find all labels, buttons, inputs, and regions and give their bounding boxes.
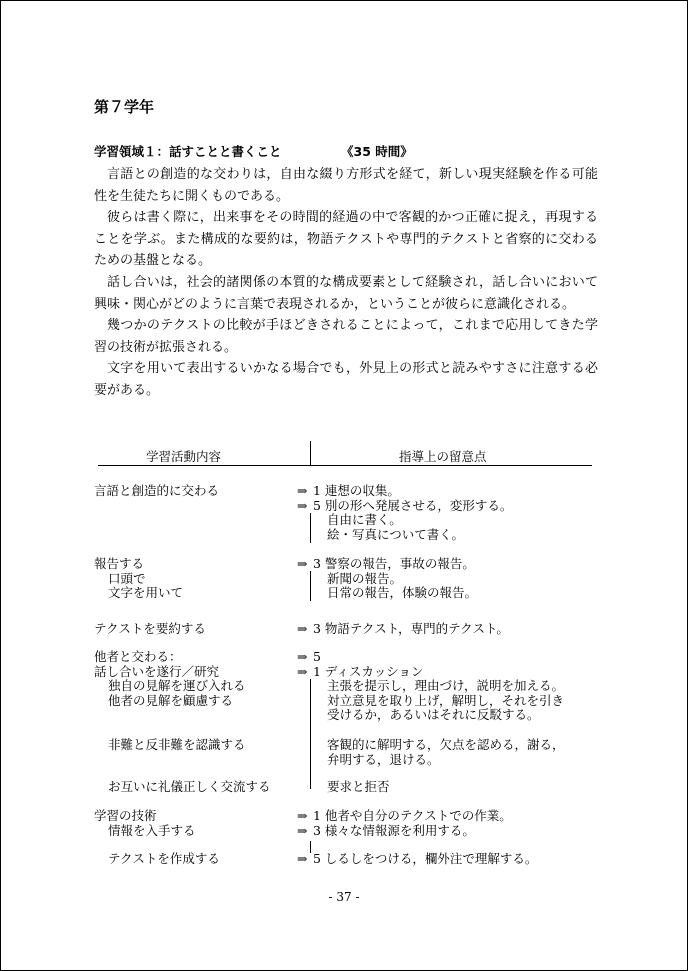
note-line: ⇒ 5 — [297, 649, 321, 664]
note-line: 要求と拒否 — [327, 779, 390, 794]
arrow-icon: ⇒ — [297, 663, 308, 679]
activity-cell — [94, 622, 206, 637]
note-cell — [297, 557, 477, 601]
activity-cell — [94, 738, 246, 753]
note-cell — [297, 780, 390, 795]
intro-text — [94, 164, 598, 402]
activity-cell — [94, 809, 196, 838]
intro-paragraph: 言語との創造的な交わりは，自由な綴り方形式を経て，新しい現実経験を作る可能性を生徒たちに開くものである。 — [94, 167, 598, 204]
note-line: 客観的に解明する，欠点を認める，謝る， — [327, 737, 565, 752]
note-line: ⇒ 3 物語テクスト，専門的テクスト。 — [297, 621, 509, 636]
note-line: ⇒ 3 警察の報告，事故の報告。 — [297, 556, 475, 571]
note-line: 対立意見を取り上げ，解明し，それを引き — [327, 692, 565, 708]
activity-label: 話し合いを遂行／研究 — [94, 663, 220, 679]
note-cell — [297, 809, 512, 838]
activity-label: 学習の技術 — [94, 808, 157, 823]
note-line: ⇒ 3 様々な情報源を利用する。 — [297, 822, 475, 838]
activity-label: 言語と創造的に交わる — [94, 483, 220, 498]
note-line: ⇒ 1 連想の収集。 — [297, 483, 400, 498]
note-line: ⇒ 5 別の形へ発展させる，変形する。 — [297, 497, 513, 513]
note-cell — [297, 484, 512, 542]
note-cell — [297, 622, 509, 637]
learning-area-hours: 《35 時間》 — [341, 144, 413, 159]
page-number: - 37 - — [328, 890, 360, 904]
table-header-activities: 学習活動内容 — [146, 449, 222, 464]
intro-paragraph: 話し合いは，社会的諸関係の本質的な構成要素として経験され，話し合いにおいて興味・関心がどのように言葉で表現されるか，ということが彼らに意識化される。 — [94, 274, 598, 312]
arrow-icon: ⇒ — [297, 822, 308, 838]
intro-paragraph: 文字を用いて表出するいかなる場合でも，外見上の形式と読みやすさに注意する必要がある。 — [94, 361, 598, 398]
arrow-icon: ⇒ — [297, 483, 308, 498]
note-line: 受けるか，あるいはそれに反駁する。 — [327, 707, 540, 722]
note-line: 日常の報告，体験の報告。 — [327, 585, 478, 600]
intro-paragraph: 幾つかのテクストの比較が手ほどきされることによって，これまで応用してきた学習の技術が拡張される。 — [94, 318, 598, 355]
activity-label: テクストを要約する — [94, 621, 206, 636]
arrow-icon: ⇒ — [297, 808, 308, 823]
note-line: ⇒ 5 しるしをつける，欄外注で理解する。 — [297, 851, 538, 866]
note-line: 主張を提示し，理由づけ，説明を加える。 — [327, 678, 565, 693]
table-header-notes: 指導上の留意点 — [399, 449, 487, 464]
note-cell — [297, 738, 565, 767]
grade-heading: 第７学年 — [94, 98, 155, 116]
note-line: ⇒ 1 他者や自分のテクストでの作業。 — [297, 808, 512, 823]
note-cell — [297, 650, 564, 723]
activity-label: 独自の見解を運び入れる — [108, 678, 246, 693]
activity-label: 他者と交わる： — [94, 649, 182, 664]
arrow-icon: ⇒ — [297, 851, 308, 866]
activity-label: 情報を入手する — [108, 822, 196, 838]
activity-label: 非難と反非難を認識する — [108, 737, 246, 752]
activity-label: 報告する — [94, 556, 145, 571]
note-line: ⇒ 1 ディスカッション — [297, 663, 424, 679]
table-header-rule — [98, 465, 592, 466]
activity-label: 文字を用いて — [108, 585, 184, 600]
activity-label: テクストを作成する — [108, 851, 220, 866]
activity-cell — [94, 780, 271, 795]
activity-label: お互いに礼儀正しく交流する — [108, 779, 271, 794]
arrow-icon: ⇒ — [297, 621, 308, 636]
activity-label: 口頭で — [108, 570, 146, 586]
activity-cell — [94, 484, 219, 499]
note-line: 弁明する，退ける。 — [327, 751, 440, 767]
arrow-icon: ⇒ — [297, 556, 308, 571]
column-divider — [310, 441, 311, 466]
note-line: 絵・写真について書く。 — [327, 526, 465, 542]
activity-cell — [94, 650, 246, 708]
activity-cell — [94, 852, 220, 867]
arrow-icon: ⇒ — [297, 649, 308, 664]
note-line: 新聞の報告。 — [327, 570, 403, 586]
note-cell — [297, 852, 537, 867]
learning-area-title: 学習領域１：話すことと書くこと — [94, 144, 282, 159]
activity-label: 他者の見解を顧慮する — [108, 692, 234, 708]
note-line: 自由に書く。 — [327, 512, 402, 527]
intro-paragraph: 彼らは書く際に，出来事をその時間的経過の中で客観的かつ正確に捉え，再現することを学ぶ。また構成的な要約は，物語テクストや専門的テクストと省察的に交わるための基盤となる。 — [94, 210, 598, 269]
arrow-icon: ⇒ — [297, 497, 308, 513]
activity-cell — [94, 557, 183, 601]
